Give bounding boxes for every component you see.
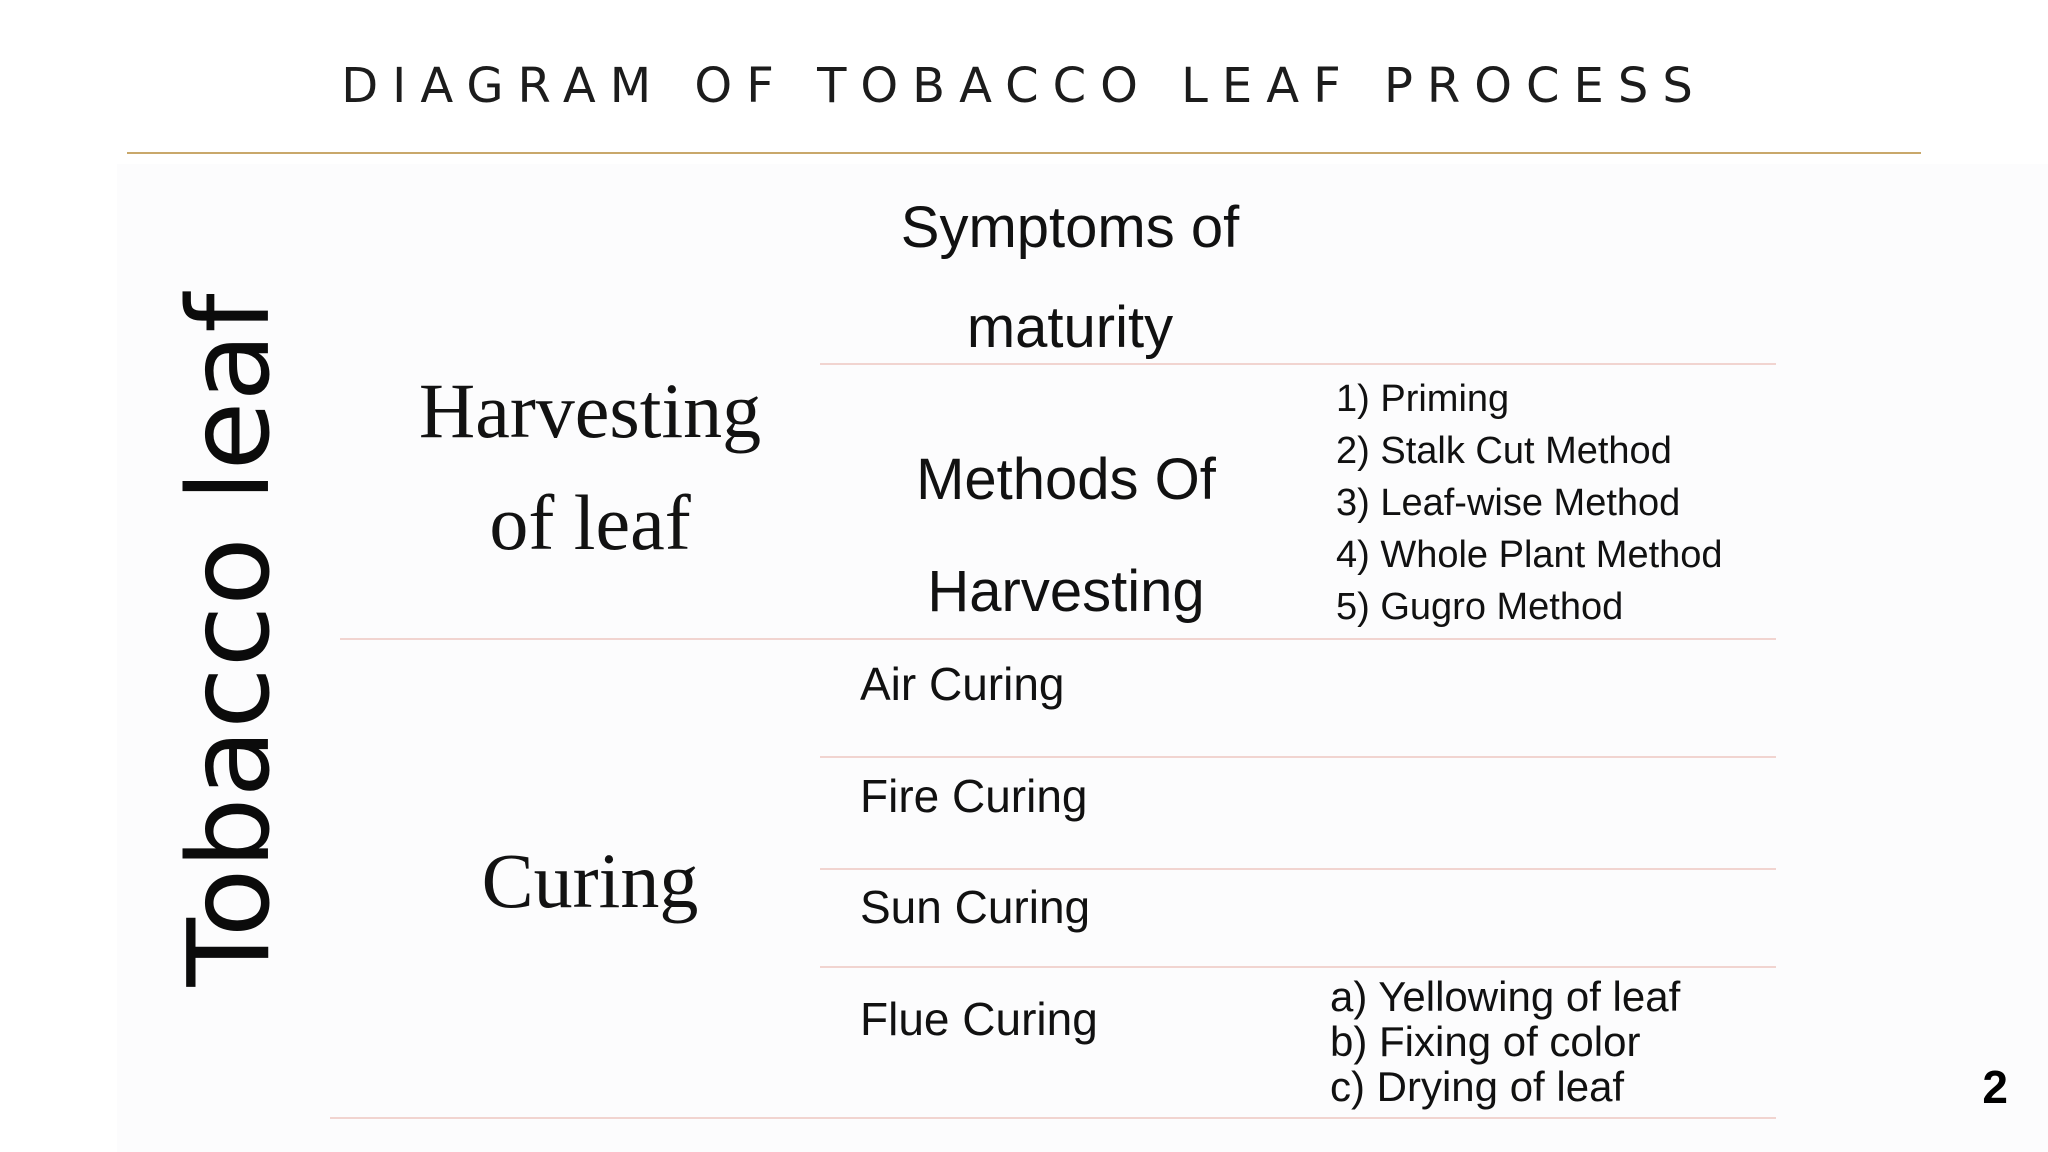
category-curing: Curing [481,837,699,924]
curing-type-air: Air Curing [860,658,1065,710]
harvesting-label-line2: of leaf [489,479,691,566]
harvesting-methods-list [1336,373,1723,633]
divider-sun-flue [820,966,1776,968]
harvesting-label-line1: Harvesting [418,367,762,454]
divider-bottom [330,1117,1776,1119]
page-number: 2 [1982,1061,2008,1113]
node-methods-of-harvesting [816,424,1316,648]
curing-type-flue: Flue Curing [860,993,1098,1045]
curing-type-sun: Sun Curing [860,881,1091,933]
list-item: 3) Leaf-wise Method [1336,482,1681,524]
node-symptoms-of-maturity [820,178,1320,378]
list-item: a) Yellowing of leaf [1330,973,1681,1020]
symptoms-line1: Symptoms of [900,195,1240,260]
methods-line2: Harvesting [927,559,1205,624]
root-label-tobacco-leaf: Tobacco leaf [165,293,295,987]
list-item: 4) Whole Plant Method [1336,534,1723,576]
slide-title: DIAGRAM OF TOBACCO LEAF PROCESS [341,58,1707,114]
category-harvesting [340,355,840,579]
list-item: c) Drying of leaf [1330,1063,1625,1110]
divider-fire-sun [820,868,1776,870]
list-item: 5) Gugro Method [1336,586,1624,628]
list-item: 1) Priming [1336,378,1510,420]
curing-type-fire: Fire Curing [860,770,1088,822]
list-item: b) Fixing of color [1330,1018,1641,1065]
title-underline [127,152,1921,154]
divider-harvesting-curing [340,638,1776,640]
divider-symptoms [820,363,1776,365]
list-item: 2) Stalk Cut Method [1336,430,1672,472]
divider-air-fire [820,756,1776,758]
symptoms-line2: maturity [966,295,1174,360]
methods-line1: Methods Of [916,447,1216,512]
flue-curing-steps [1330,974,1680,1109]
